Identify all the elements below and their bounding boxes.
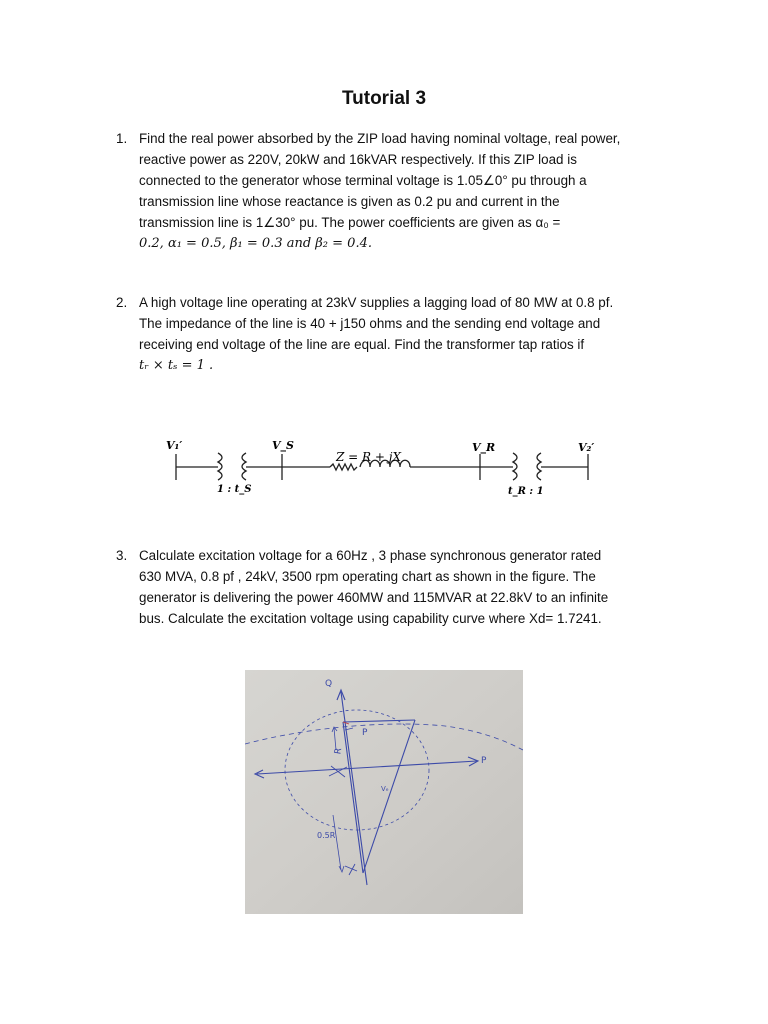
question-number: 2. bbox=[116, 295, 128, 310]
tap-right-label: t_R : 1 bbox=[508, 486, 544, 497]
half-r-label: 0.5R bbox=[317, 831, 336, 840]
ve-label: Vₑ bbox=[381, 785, 389, 793]
q-axis-label: Q bbox=[325, 679, 333, 689]
question-line: A high voltage line operating at 23kV supplies a lagging load of 80 MW at 0.8 pf. bbox=[139, 295, 614, 310]
question-line: transmission line whose reactance is given as 0.2 pu and current in the bbox=[139, 194, 560, 209]
vs-label: V_S bbox=[272, 439, 294, 452]
p-label: P bbox=[362, 728, 368, 738]
question-line: tᵣ × tₛ = 1 . bbox=[139, 358, 214, 373]
question-line: receiving end voltage of the line are equal. Find the transformer tap ratios if bbox=[139, 337, 585, 352]
question-line: reactive power as 220V, 20kW and 16kVAR respectively. If this ZIP load is bbox=[139, 152, 577, 167]
vr-label: V_R bbox=[472, 441, 496, 454]
capability-curve-sketch-figure bbox=[245, 670, 523, 914]
r-label: R bbox=[333, 747, 345, 756]
question-line: Calculate excitation voltage for a 60Hz , 3 phase synchronous generator rated bbox=[139, 548, 602, 563]
impedance-label: Z = R + jX bbox=[336, 450, 402, 464]
transmission-line-circuit-figure bbox=[160, 436, 610, 502]
question-line: 630 MVA, 0.8 pf , 24kV, 3500 rpm operating chart as shown in the figure. The bbox=[139, 569, 596, 584]
question-3 bbox=[116, 545, 676, 629]
question-line: Find the real power absorbed by the ZIP load having nominal voltage, real power, bbox=[139, 131, 621, 146]
question-line: generator is delivering the power 460MW and 115MVAR at 22.8kV to an infinite bbox=[139, 590, 609, 605]
p-axis-label: P bbox=[481, 756, 487, 766]
question-line: transmission line is 1∠30° pu. The power coefficients are given as α₀ = bbox=[139, 215, 561, 230]
v1-label: V₁′ bbox=[166, 439, 183, 452]
question-line: 0.2, α₁ = 0.5, β₁ = 0.3 and β₂ = 0.4. bbox=[139, 236, 372, 251]
v2-label: V₂′ bbox=[578, 441, 595, 454]
question-line: connected to the generator whose terminal voltage is 1.05∠0° pu through a bbox=[139, 173, 587, 188]
question-2 bbox=[116, 292, 676, 376]
question-line: bus. Calculate the excitation voltage using capability curve where Xd= 1.7241. bbox=[139, 611, 602, 626]
question-1 bbox=[116, 128, 676, 254]
page-title: Tutorial 3 bbox=[341, 88, 427, 109]
question-number: 1. bbox=[116, 131, 128, 146]
question-line: The impedance of the line is 40 + j150 ohms and the sending end voltage and bbox=[139, 316, 601, 331]
question-number: 3. bbox=[116, 548, 128, 563]
tap-left-label: 1 : t_S bbox=[217, 484, 252, 495]
